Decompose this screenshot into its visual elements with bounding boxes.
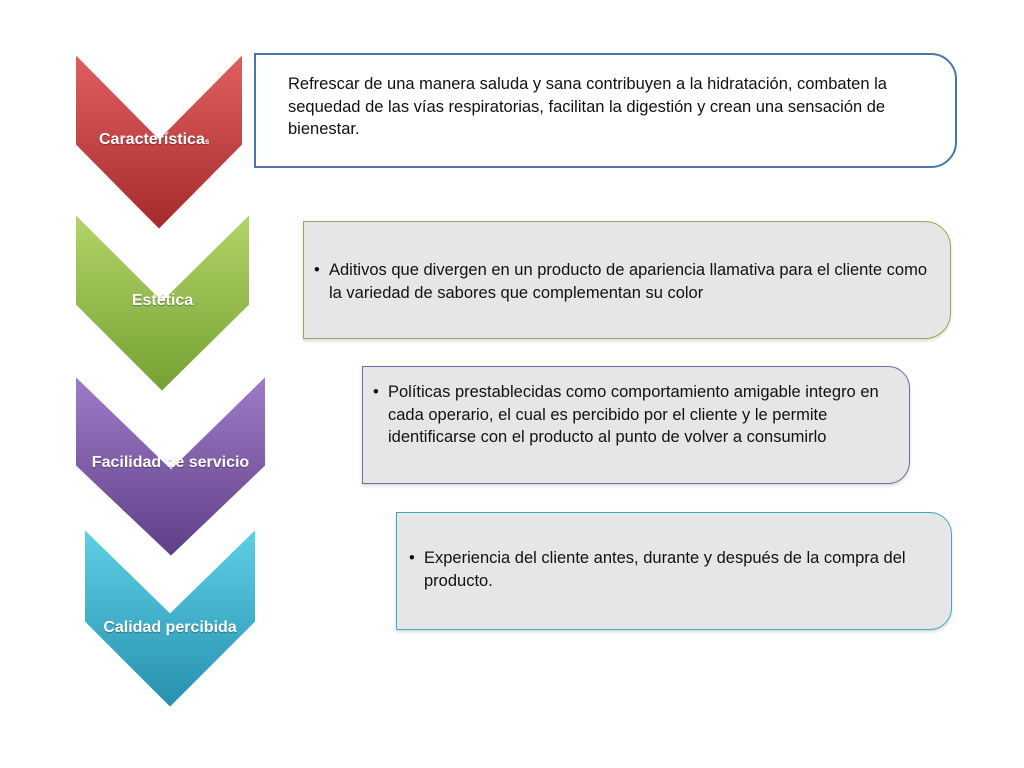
bullet-marker: • (409, 549, 415, 567)
chevron-label-suffix: s (204, 137, 210, 146)
bullet-marker: • (314, 261, 320, 279)
description-text: Refrescar de una manera saluda y sana contribuyen a la hidratación, combaten la sequedad de las vías respiratorias, facilitan la digestión y crean una sensación de bienestar. (288, 75, 887, 138)
chevron-label-caracteristicas: Características (99, 131, 210, 148)
bullet-item (409, 547, 931, 592)
chevron-label-calidad-percibida: Calidad percibida (103, 619, 237, 636)
bullet-text: Experiencia del cliente antes, durante y después de la compra del producto. (424, 549, 906, 590)
bullet-text: Aditivos que divergen en un producto de apariencia llamativa para el cliente como la variedad de sabores que complementan su color (329, 261, 928, 302)
description-box-calidad-percibida (396, 512, 952, 630)
description-box-facilidad-servicio (362, 366, 910, 484)
description-box-caracteristicas (254, 53, 957, 168)
bullet-item (373, 381, 895, 449)
description-box-estetica (303, 221, 951, 339)
bullet-marker: • (373, 383, 379, 401)
bullet-item (314, 259, 942, 304)
chevron-label-facilidad-servicio: Facilidad de servicio (91, 454, 250, 471)
chevron-label-estetica: Estética (131, 292, 194, 309)
bullet-text: Políticas prestablecidas como comportamiento amigable integro en cada operario, el cual es percibido por el cliente y le permite identificarse con el producto al punto de volver a consumirlo (388, 383, 879, 446)
